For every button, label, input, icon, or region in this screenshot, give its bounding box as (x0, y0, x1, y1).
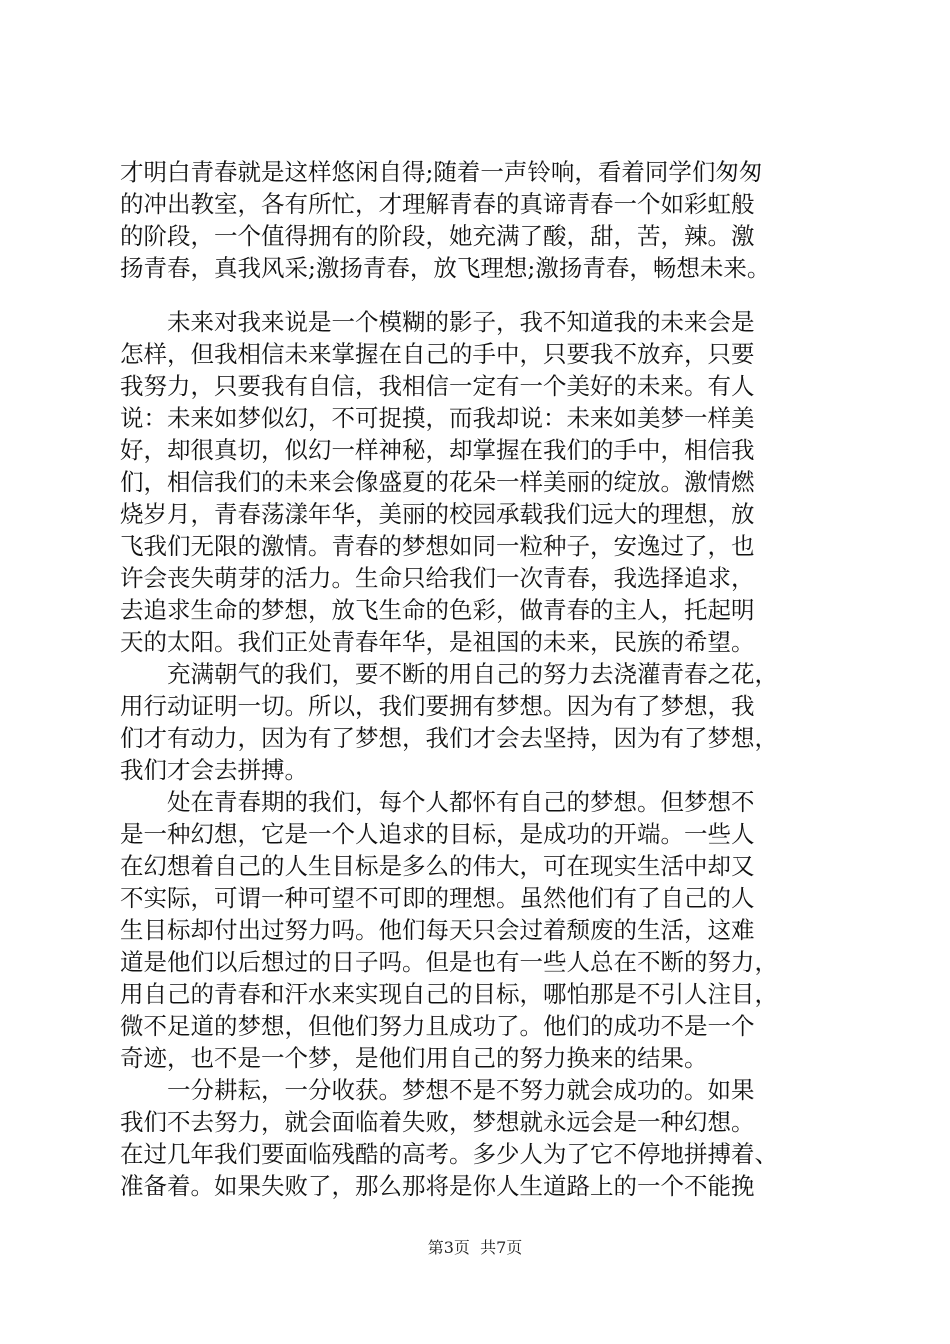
text-line: 准备着。如果失败了，那么那将是你人生道路上的一个不能挽 (120, 1172, 755, 1200)
page-number: 第3页 (427, 1238, 470, 1257)
text-line: 微不足道的梦想，但他们努力且成功了。他们的成功不是一个 (120, 1012, 755, 1040)
text-line: 用行动证明一切。所以，我们要拥有梦想。因为有了梦想，我 (120, 692, 755, 720)
text-line: 说：未来如梦似幻，不可捉摸，而我却说：未来如美梦一样美 (120, 404, 755, 432)
text-line: 我们才会去拼搏。 (120, 756, 308, 784)
text-line: 在过几年我们要面临残酷的高考。多少人为了它不停地拼搏着、 (120, 1140, 778, 1168)
text-line: 道是他们以后想过的日子吗。但是也有一些人总在不断的努力， (120, 948, 778, 976)
text-line: 好，却很真切，似幻一样神秘，却掌握在我们的手中，相信我 (120, 436, 755, 464)
text-line: 的阶段，一个值得拥有的阶段，她充满了酸，甜，苦，辣。激 (120, 222, 755, 250)
text-line: 处在青春期的我们，每个人都怀有自己的梦想。但梦想不 (120, 788, 755, 816)
text-line: 才明白青春就是这样悠闲自得;随着一声铃响，看着同学们匆匆 (120, 158, 763, 186)
text-line: 不实际，可谓一种可望不可即的理想。虽然他们有了自己的人 (120, 884, 755, 912)
text-line: 是一种幻想，它是一个人追求的目标，是成功的开端。一些人 (120, 820, 755, 848)
text-line: 奇迹，也不是一个梦，是他们用自己的努力换来的结果。 (120, 1044, 708, 1072)
page-footer (0, 1238, 950, 1258)
text-line: 一分耕耘，一分收获。梦想不是不努力就会成功的。如果 (120, 1076, 755, 1104)
text-line: 在幻想着自己的人生目标是多么的伟大，可在现实生活中却又 (120, 852, 755, 880)
paragraph-gap (120, 284, 836, 306)
text-line: 我努力，只要我有自信，我相信一定有一个美好的未来。有人 (120, 372, 755, 400)
text-line: 们，相信我们的未来会像盛夏的花朵一样美丽的绽放。激情燃 (120, 468, 755, 496)
text-line: 们才有动力，因为有了梦想，我们才会去坚持，因为有了梦想， (120, 724, 778, 752)
text-line: 未来对我来说是一个模糊的影子，我不知道我的未来会是 (120, 308, 755, 336)
text-line: 扬青春，真我风采;激扬青春，放飞理想;激扬青春，畅想未来。 (120, 254, 771, 282)
text-line: 我们不去努力，就会面临着失败，梦想就永远会是一种幻想。 (120, 1108, 755, 1136)
body-text (120, 156, 836, 1202)
text-line: 充满朝气的我们，要不断的用自己的努力去浇灌青春之花， (120, 660, 778, 688)
text-line: 生目标却付出过努力吗。他们每天只会过着颓废的生活，这难 (120, 916, 755, 944)
text-line: 天的太阳。我们正处青春年华，是祖国的未来，民族的希望。 (120, 628, 755, 656)
text-line: 许会丧失萌芽的活力。生命只给我们一次青春，我选择追求， (120, 564, 755, 592)
text-line: 的冲出教室，各有所忙，才理解青春的真谛青春一个如彩虹般 (120, 190, 755, 218)
text-line: 用自己的青春和汗水来实现自己的目标，哪怕那是不引人注目， (120, 980, 778, 1008)
text-line: 怎样，但我相信未来掌握在自己的手中，只要我不放弃，只要 (120, 340, 755, 368)
page-total: 共7页 (480, 1238, 523, 1257)
text-line: 烧岁月，青春荡漾年华，美丽的校园承载我们远大的理想，放 (120, 500, 755, 528)
text-line: 去追求生命的梦想，放飞生命的色彩，做青春的主人，托起明 (120, 596, 755, 624)
text-line: 飞我们无限的激情。青春的梦想如同一粒种子，安逸过了，也 (120, 532, 755, 560)
